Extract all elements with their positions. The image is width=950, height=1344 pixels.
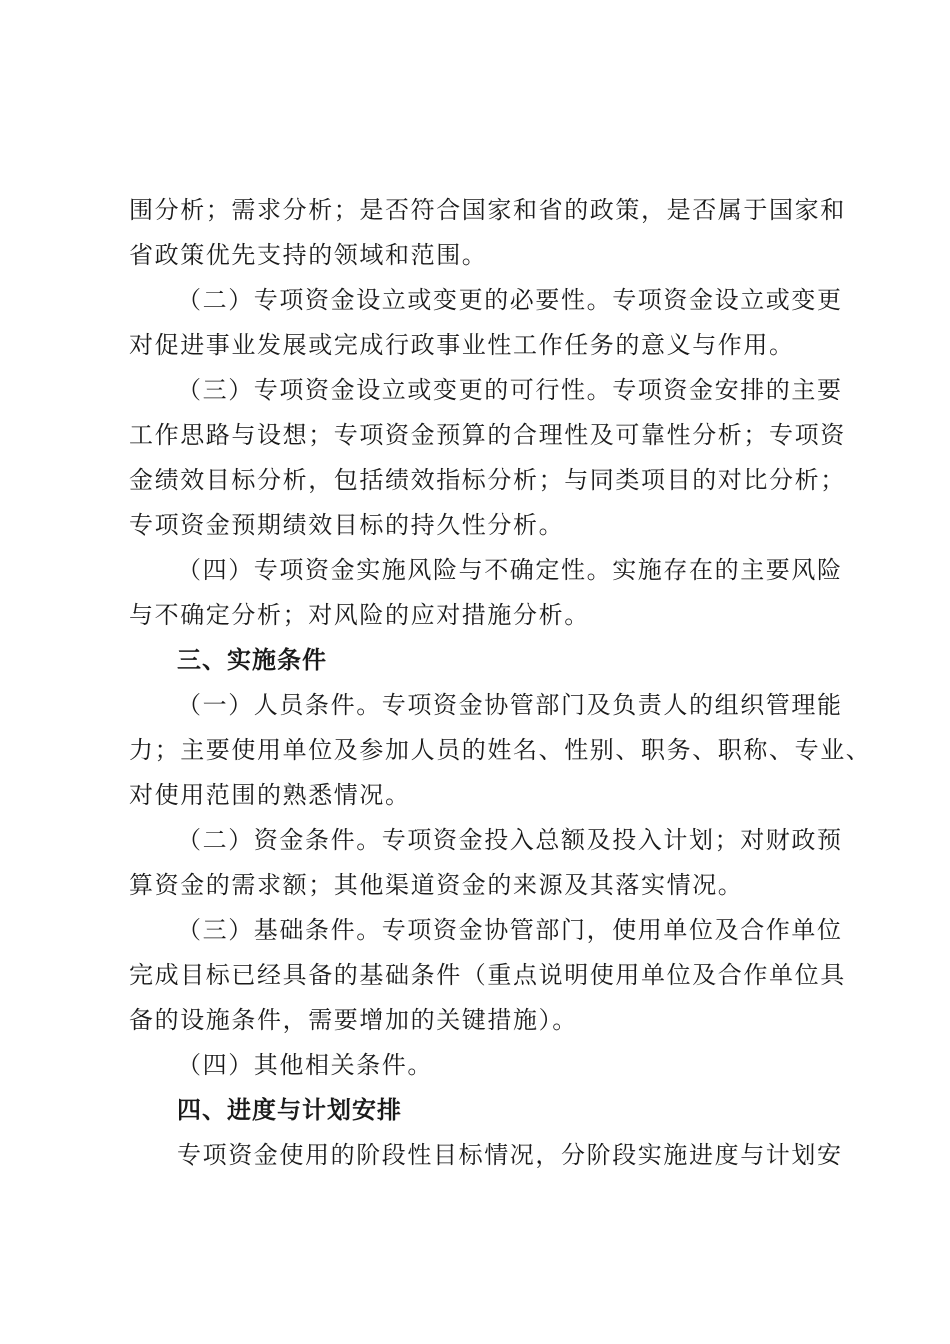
section-heading: 四、进度与计划安排 (177, 1095, 402, 1124)
paragraph-line: （四）专项资金实施风险与不确定性。实施存在的主要风险 (177, 556, 843, 584)
paragraph-line: 与不确定分析；对风险的应对措施分析。 (129, 601, 590, 629)
paragraph-line: 备的设施条件，需要增加的关键措施）。 (129, 1006, 578, 1034)
paragraph-line: （二）专项资金设立或变更的必要性。专项资金设立或变更 (177, 286, 843, 314)
paragraph-line: （一）人员条件。专项资金协管部门及负责人的组织管理能 (177, 691, 843, 719)
paragraph-line: 完成目标已经具备的基础条件（重点说明使用单位及合作单位具 (129, 961, 846, 989)
paragraph-line: （二）资金条件。专项资金投入总额及投入计划；对财政预 (177, 826, 843, 854)
paragraph-line: 专项资金预期绩效目标的持久性分析。 (129, 511, 565, 539)
paragraph-line: 工作思路与设想；专项资金预算的合理性及可靠性分析；专项资 (129, 421, 846, 449)
paragraph-line: 专项资金使用的阶段性目标情况，分阶段实施进度与计划安 (177, 1141, 843, 1169)
paragraph-line: 对促进事业发展或完成行政事业性工作任务的意义与作用。 (129, 331, 795, 359)
paragraph-line: 对使用范围的熟悉情况。 (129, 781, 411, 809)
paragraph-line: 省政策优先支持的领域和范围。 (129, 241, 488, 269)
paragraph-line: （三）基础条件。专项资金协管部门，使用单位及合作单位 (177, 916, 843, 944)
section-heading: 三、实施条件 (177, 645, 327, 674)
paragraph-line: 围分析；需求分析；是否符合国家和省的政策，是否属于国家和 (129, 196, 846, 224)
paragraph-line: 算资金的需求额；其他渠道资金的来源及其落实情况。 (129, 871, 744, 899)
paragraph-line: （四）其他相关条件。 (177, 1051, 433, 1079)
paragraph-line: 力；主要使用单位及参加人员的姓名、性别、职务、职称、专业、 (129, 736, 872, 764)
paragraph-line: （三）专项资金设立或变更的可行性。专项资金安排的主要 (177, 376, 843, 404)
paragraph-line: 金绩效目标分析，包括绩效指标分析；与同类项目的对比分析； (129, 466, 846, 494)
